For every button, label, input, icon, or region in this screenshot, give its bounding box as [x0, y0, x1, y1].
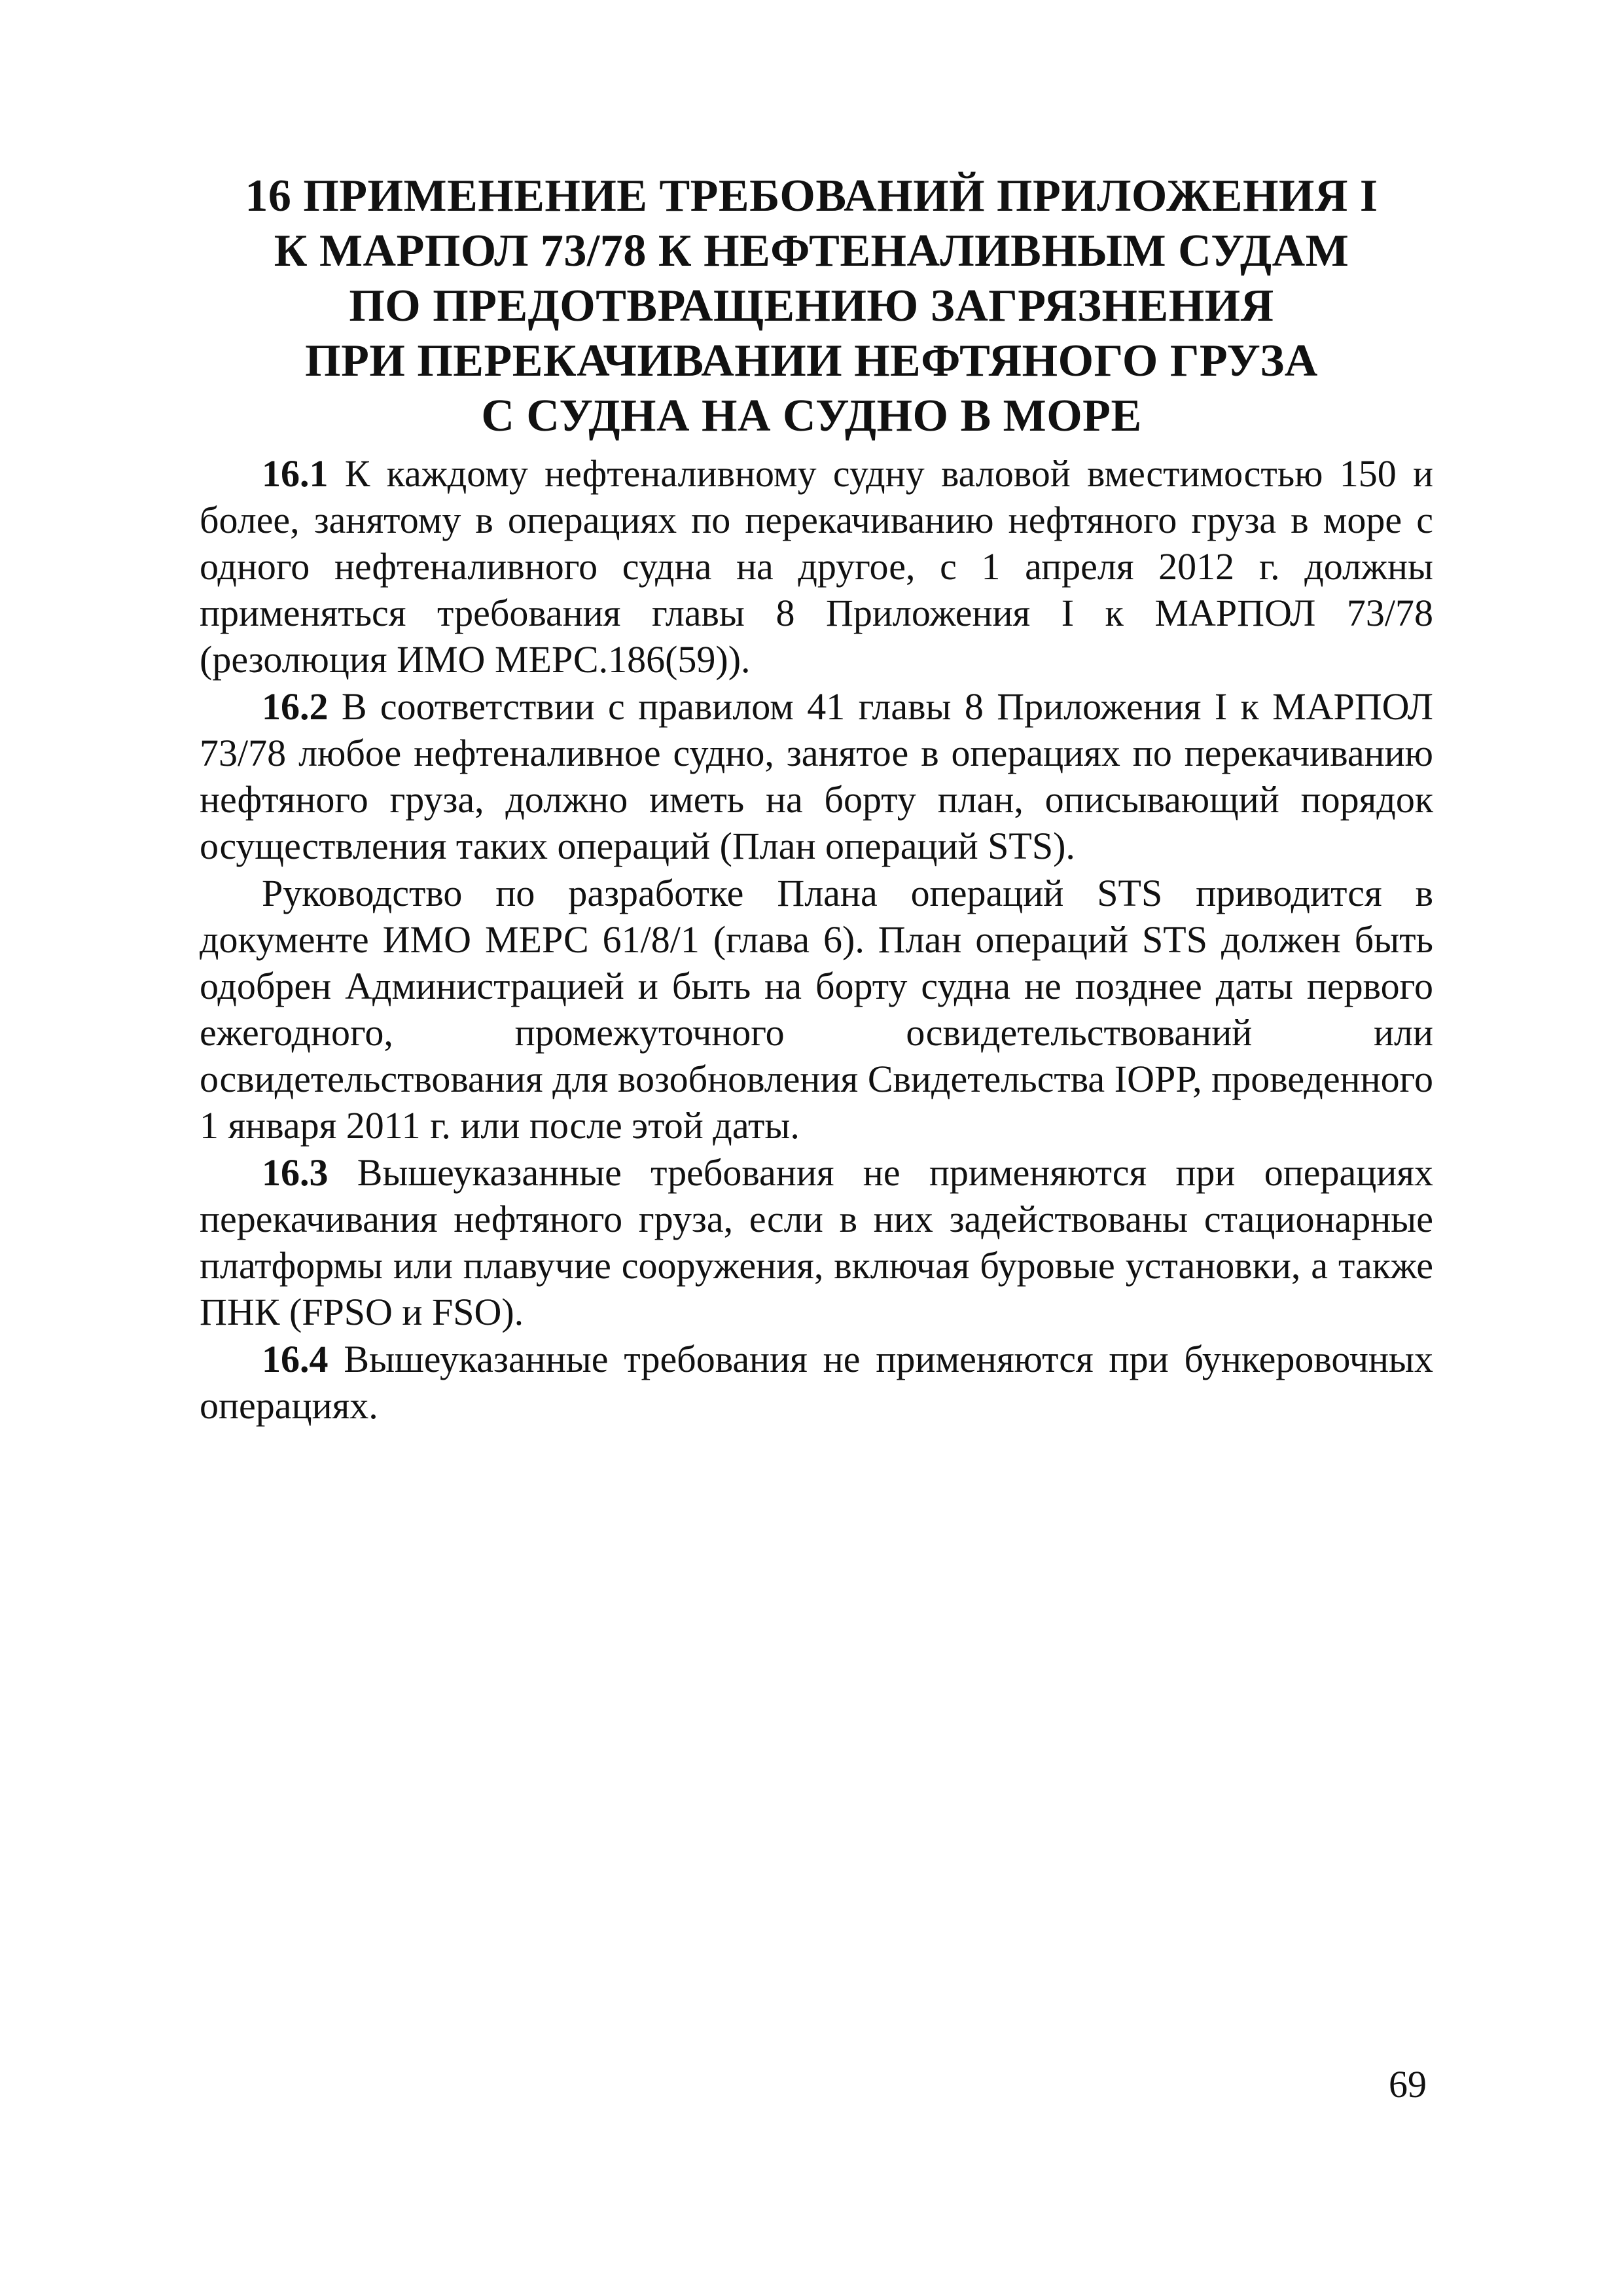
page-number: 69: [1389, 2063, 1427, 2106]
paragraph-16-1: [200, 450, 1433, 683]
paragraph-number: 16.1: [262, 452, 329, 495]
heading-line: ПО ПРЕДОТВРАЩЕНИЮ ЗАГРЯЗНЕНИЯ: [349, 281, 1274, 331]
heading-line: С СУДНА НА СУДНО В МОРЕ: [481, 391, 1142, 441]
paragraph-text: В соответствии с правилом 41 главы 8 Приложения I к МАРПОЛ 73/78 любое нефтеналивное судно, занятое в операциях по перекачиванию нефтяного груза, должно иметь на борту план, описывающий порядок осуществления таких операций (План операций STS).: [200, 685, 1433, 867]
paragraph-16-2-guidance: [200, 870, 1433, 1149]
paragraph-text: Вышеуказанные требования не применяются при бункеровочных операциях.: [200, 1338, 1433, 1427]
paragraph-text: Вышеуказанные требования не применяются при операциях перекачивания нефтяного груза, если в них задействованы стационарные платформы или плавучие сооружения, включая буровые установки, а также ПНК (FPSO и FSO).: [200, 1151, 1433, 1333]
paragraph-number: 16.4: [262, 1338, 329, 1380]
paragraph-number: 16.3: [262, 1151, 329, 1194]
paragraph-16-2: [200, 683, 1433, 869]
paragraph-number: 16.2: [262, 685, 329, 728]
heading-line: 16 ПРИМЕНЕНИЕ ТРЕБОВАНИЙ ПРИЛОЖЕНИЯ I: [245, 171, 1378, 221]
paragraph-16-3: [200, 1149, 1433, 1335]
heading-line: ПРИ ПЕРЕКАЧИВАНИИ НЕФТЯНОГО ГРУЗА: [305, 336, 1318, 386]
paragraph-text: К каждому нефтеналивному судну валовой вместимостью 150 и более, занятому в операциях по перекачиванию нефтяного груза в море с одного нефтеналивного судна на другое, с 1 апреля 2012 г. должны применяться требования главы 8 Приложения I к МАРПОЛ 73/78 (резолюция ИМО МЕРС.186(59)).: [200, 452, 1434, 681]
heading-line: К МАРПОЛ 73/78 К НЕФТЕНАЛИВНЫМ СУДАМ: [274, 226, 1349, 276]
section-heading: [196, 169, 1427, 444]
paragraph-text: Руководство по разработке Плана операций STS приводится в документе ИМО МЕРС 61/8/1 (глава 6). План операций STS должен быть одобрен Администрацией и быть на борту судна не позднее даты первого ежегодного, промежуточного освидетельствований или освидетельствования для возобновления Свидетельства IOPP, проведенного 1 января 2011 г. или после этой даты.: [200, 872, 1433, 1147]
body-text: [200, 450, 1433, 1429]
paragraph-16-4: [200, 1336, 1433, 1429]
